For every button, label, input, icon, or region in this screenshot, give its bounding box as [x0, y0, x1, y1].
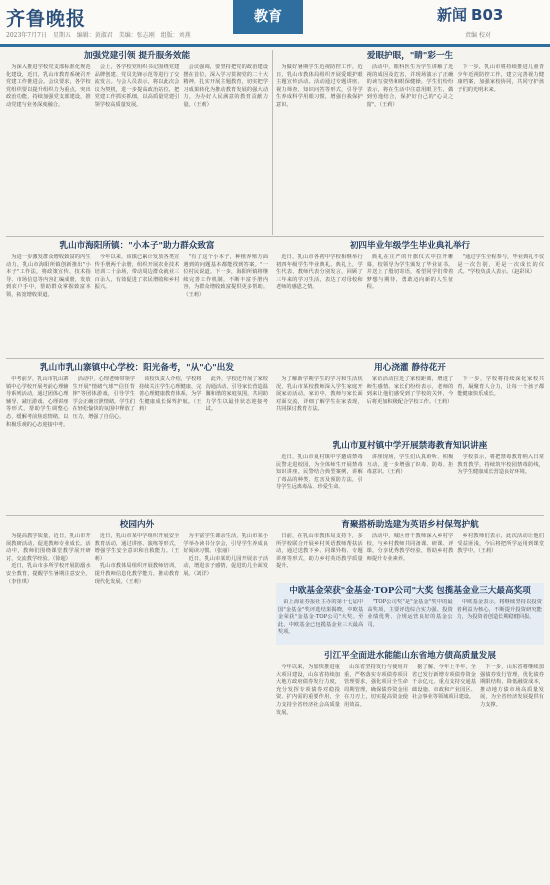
article-text: 为丰富学生课余生活，乳山市某小学举办读书分享会，引导学生养成良好阅读习惯。（张丽） — [183, 533, 268, 555]
article-text: 山东省坚持发行与使用并重，严格落实专项债券项目管理要求，强化项目全生命周期管理，确保债券资金用在刀刃上，切实提高资金使用效益。 — [344, 664, 408, 708]
article-text: 为深入推进学校党支部标准化规范化建设，近日，乳山市教育系统召开党建工作推进会。会议要求，各学校党组织要以提升组织力为重点，突出政治功能，持续加强党支部建设，推动党建与业务深度融合。 — [6, 64, 91, 108]
section-divider — [6, 358, 544, 359]
channel-name: 新闻 — [437, 6, 468, 24]
article-exam-prep — [6, 362, 268, 512]
article-haiyangsuo — [6, 240, 268, 355]
article-text: 为提高教学质量，近日，乳山市开展教研活动，促进教师专业成长。活动中，教师们围绕课堂教学展开研讨，交流教学经验。（徐超） — [6, 533, 91, 562]
article-text: 近日，乳山市某幼儿园开展亲子活动，增进亲子感情，促进幼儿全面发展。（刘洋） — [183, 555, 268, 577]
article-anti-drug — [276, 440, 544, 512]
section-divider — [6, 515, 544, 516]
article-text: "TOP公司奖"是"金基金"奖中的最高奖项，主要评选综合实力强、投资业绩优秀、合规运营良好的基金公司。 — [367, 599, 453, 628]
article-text: 下一步，乳山市将持续推进儿童青少年近视防控工作，建立完善视力健康档案，加强家校协同，共同守护孩子们的光明未来。 — [457, 64, 544, 93]
article-title: 爱眼护眼，"睛"彩一生 — [366, 51, 454, 61]
article-text: 乳山市教体局组织开展教师培训，提升教师信息化教学能力，推动教育现代化发展。（王莉） — [94, 563, 180, 585]
article-text: 下一步，山东省将继续加强债券发行管理，优化债券期限结构，降低融资成本，推动地方债市场高质量发展，为全省经济发展提供有力支撑。 — [480, 664, 544, 708]
article-text: 会上，各学校党组织书记围绕党建品牌创建、党员先锋示范等进行了交流发言。与会人员表示，将以此次会议为契机，进一步提高政治站位，把党建工作抓实抓细，以高质量党建引领学校高质量发展。 — [94, 64, 180, 108]
article-text: 近日，乳山市多所学校开展防溺水安全教育，提醒学生暑期注意安全。（李佳琪） — [6, 563, 91, 585]
article-title: 乳山市夏村镇中学开展禁毒教育知识讲座 — [332, 441, 488, 451]
article-title: 育聚搭桥助选建为英语乡村保驾护航 — [341, 520, 479, 530]
article-text: 学校表示，将把禁毒教育纳入日常教育教学，持续筑牢校园禁毒防线，为学生健康成长营造良好环境。 — [457, 454, 544, 476]
article-text: 此外，学校还开展了家校沟通活动，引导家长营造温馨和谐的家庭氛围，共同助力学生以最佳状态迎接考试。 — [205, 376, 268, 413]
article-party-building — [6, 50, 268, 230]
page-number: B03 — [471, 6, 504, 24]
article-eye-care — [276, 50, 544, 230]
article-text: 乡村教师们表示，此次活动让他们受益匪浅，今后将把所学运用到课堂教学中。（王莉） — [457, 533, 544, 555]
article-text: 日前，在乳山市教体局支持下，多所学校联合开展乡村英语教师帮扶活动，通过送教下乡、同课异构、专题讲座等形式，助力乡村英语教学质量提升。 — [276, 533, 363, 570]
article-text: 典礼在庄严的升旗仪式中拉开帷幕，校领导为学生颁发了毕业证书，并送上了殷切寄语，希望同学们带着梦想与期待，勇敢迈向新的人生征程。 — [366, 254, 454, 291]
article-text: 为进一步激发群众增收致富的内生动力，乳山市海阳所镇创新推出"小本子"工作法，将政策宣传、技术指导、市场信息等内容汇编成册，发放到农户手中，帮助群众掌握致富本领，拓宽增收渠道。 — [6, 254, 91, 298]
article-title: 乳山市乳山寨镇中心学校：阳光备考，"从"心"出发 — [40, 363, 234, 373]
article-title: 初四毕业年级学生毕业典礼举行 — [349, 241, 471, 251]
article-text: 近日，乳山市各初中学校相继举行初四年级学生毕业典礼。典礼上，学生代表、教师代表分别发言，回顾了三年来的学习生活，表达了对母校和老师的感恩之情。 — [276, 254, 363, 291]
article-text: 活动中，心理老师带领学生开展"情绪气球""信任背摔"等团体游戏，引导学生学会正确宣泄情绪。学生们在轻松愉快的氛围中释放了压力，增强了自信心。 — [72, 376, 135, 420]
article-fund-award — [278, 585, 542, 643]
article-title: 乳山市海阳所镇："小本子"助力群众致富 — [59, 241, 215, 251]
article-text: 该校负责人介绍，学校将持续关注学生心理健康，完善心理健康教育体系，为学生健康成长保驾护航。（王莉） — [139, 376, 202, 413]
article-text: 中欧基金表示，将继续坚持以投资者利益为核心，不断提升投资研究能力，为投资者创造长期稳健回报。 — [456, 599, 542, 621]
column-divider — [272, 50, 273, 235]
article-text: 活动中，城区骨干教师深入乡村学校，与乡村教师共同备课、研课、评课，分享优秀教学经验，帮助乡村教师提升专业素养。 — [366, 533, 454, 562]
issue-designer: 美编：张志刚 — [118, 32, 155, 39]
article-campus-news — [6, 519, 268, 879]
article-title: 引江平全面进水能能山东省地方债高质量发展 — [324, 651, 496, 661]
article-english-support — [276, 519, 544, 579]
issue-layout: 组版：刘燕 — [160, 32, 191, 39]
issue-meta — [6, 30, 195, 39]
article-home-visit — [276, 362, 544, 437]
section-divider — [6, 236, 544, 237]
article-title: 用心浇灌 静待花开 — [374, 363, 446, 373]
article-text: 讲座现场，学生们认真聆听、积极互动，进一步增强了识毒、防毒、拒毒意识。（王莉） — [366, 454, 454, 476]
page-label — [437, 4, 503, 25]
article-text: 活动中，眼科医生为学生讲解了近视的成因及危害，并现场演示了正确的读写姿势和眼保健操。学生们纷纷表示，将在生活中注意用眼卫生，做到劳逸结合，保护好自己的"心灵之窗"。（王莉） — [366, 64, 454, 108]
article-text: 今年以来，为加快推进重大项目建设，山东省持续加大地方政府债券发行力度，充分发挥专项债券对稳投资、扩内需的重要作用，全力支持全省经济社会高质量发展。 — [276, 664, 340, 716]
issue-editor: 编辑：黄淑君 — [76, 32, 113, 39]
article-text: 为了解新学期学生的学习和生活状况，乳山市某校教师深入学生家庭开展家访活动。家访中，教师与家长面对面交流，详细了解学生在家表现，共同探讨教育方法。 — [276, 376, 363, 413]
article-text: 为做好暑期学生近视防控工作，近日，乳山市教体局组织开展爱眼护眼主题宣传活动。活动通过专题讲座、视力筛查、知识问答等形式，引导学生养成科学用眼习惯，增强自我保护意识。 — [276, 64, 363, 108]
section-tag: 教育 — [233, 0, 303, 34]
page-header — [0, 0, 550, 47]
article-title: 校园内外 — [119, 520, 155, 530]
article-text: "通过学生全程参与，毕业典礼不仅是一次告别，更是一次成长的仪式。"学校负责人表示。（赵彩凤） — [457, 254, 544, 276]
article-graduation — [276, 240, 544, 355]
article-title: 中欧基金荣获"金基金·TOP公司"大奖 包揽基金业三大最高奖项 — [289, 586, 531, 596]
issue-date: 2023年7月7日 — [6, 32, 47, 39]
article-title: 加强党建引领 提升服务效能 — [83, 51, 191, 61]
article-local-bonds — [276, 650, 544, 879]
article-text: "有了这个小本子，种植养殖方面遇到的问题基本都能找到答案。"一位村民说道。下一步，海阳所镇将继续完善工作机制，不断丰富手册内容，为群众增收致富提供更多帮助。（王莉） — [183, 254, 268, 298]
article-text: 近日，乳山市夏村镇中学邀请禁毒民警走进校园，为全体师生开展禁毒知识讲座。民警结合典型案例，讲解了毒品的种类、危害及预防方法，引导学生远离毒品、珍爱生命。 — [276, 454, 363, 491]
article-text: 下一步，学校将持续深化家校共育，凝聚育人合力，让每一个孩子都能健康快乐成长。 — [457, 376, 544, 398]
article-text: 会议强调，要坚持把党的政治建设摆在首位，深入学习贯彻党的二十大精神，扎实开展主题教育，切实把学习成果转化为推动教育发展的强大动力，为办好人民满意的教育贡献力量。（王莉） — [183, 64, 268, 108]
article-text: 近日，乳山市某中学组织开展安全教育活动，通过讲座、演练等形式，增强学生安全意识和自救能力。（王莉） — [94, 533, 180, 562]
article-text: 中考前夕，乳山市乳山寨镇中心学校开展考前心理辅导系列活动，通过团体心理辅导、减压游戏、心理讲座等形式，帮助学生调整心态，缓解考前焦虑情绪，以积极乐观的心态迎接中考。 — [6, 376, 69, 428]
article-text: 今年以来，该镇已累计发放各类宣传手册两千余册，组织开展农业技术培训二十余场，带动周边群众就业三百余人，有效促进了农民增收和乡村振兴。 — [94, 254, 180, 291]
article-text: 由上海证券报社主办的第十七届中国"金基金"奖评选结果揭晓，中欧基金荣获"金基金·TOP公司"大奖。至此，中欧基金已包揽基金业三大最高奖项。 — [278, 599, 364, 636]
masthead: 齐鲁晚报 — [6, 8, 87, 30]
editors-note: 责编 校对 — [465, 32, 491, 39]
article-text: 家访活动拉近了家校距离，增进了师生感情。家长们纷纷表示，老师的到来让他们感受到了学校的关怀，今后将更加积极配合学校工作。（王莉） — [366, 376, 454, 405]
article-text: 据了解，今年上半年，全省已发行新增专项债券资金千余亿元，重点支持交通基础设施、市政和产业园区、社会事业等领域项目建设。 — [412, 664, 476, 701]
issue-weekday: 星期五 — [52, 32, 71, 39]
